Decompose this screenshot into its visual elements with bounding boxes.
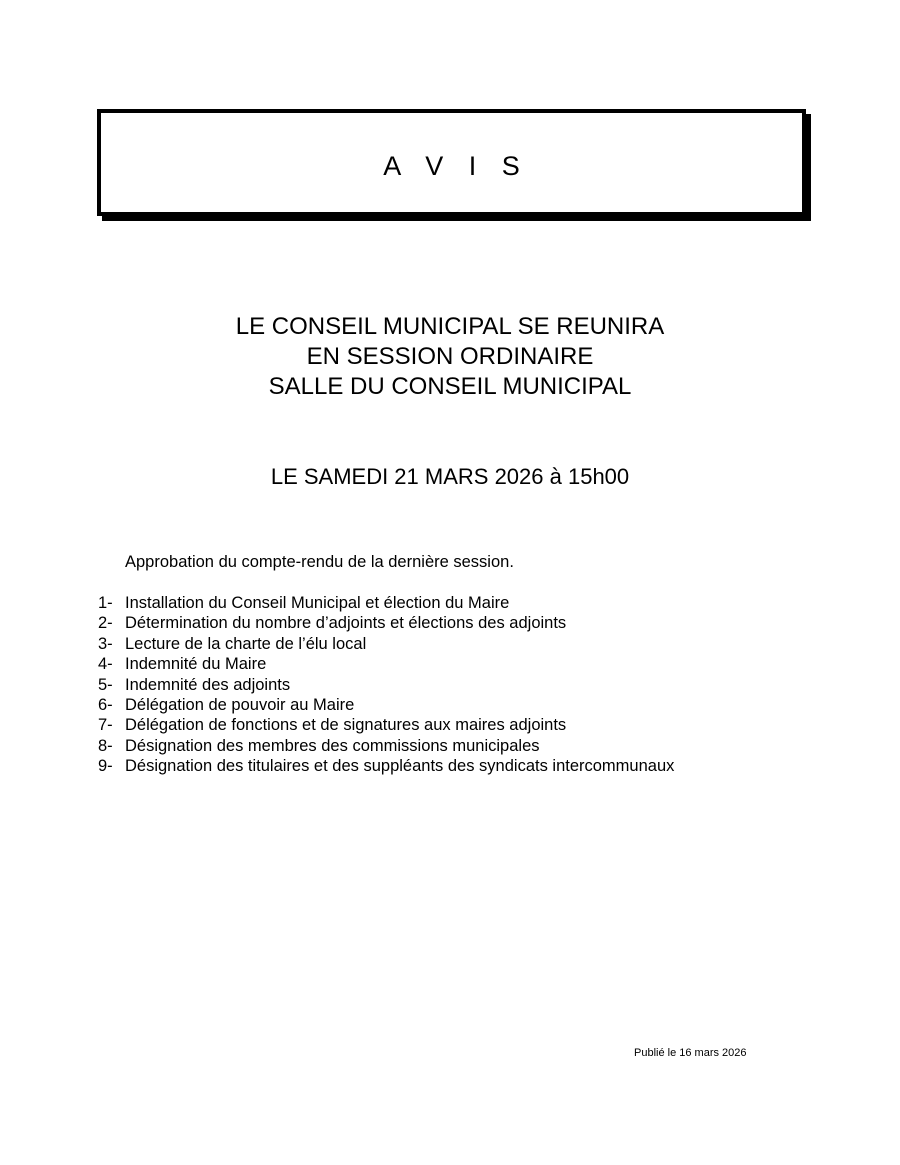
publication-date: Publié le 16 mars 2026 [634, 1047, 747, 1059]
agenda-item-number: 8- [98, 736, 113, 755]
agenda-item-text: Indemnité des adjoints [125, 675, 291, 694]
agenda-item-number: 5- [98, 675, 113, 694]
agenda-item [98, 613, 674, 633]
agenda-item-text: Délégation de pouvoir au Maire [125, 696, 355, 715]
agenda-item-text: Lecture de la charte de l’élu local [125, 634, 367, 653]
agenda-list [98, 593, 674, 777]
heading-line-1: LE CONSEIL MUNICIPAL SE REUNIRA [235, 313, 665, 340]
agenda-item-number: 2- [98, 614, 113, 633]
heading-line-3: SALLE DU CONSEIL MUNICIPAL [268, 373, 632, 400]
agenda-item [98, 654, 674, 674]
agenda-item-text: Désignation des membres des commissions municipales [125, 736, 540, 755]
agenda-item-number: 4- [98, 655, 113, 674]
approval-item: Approbation du compte-rendu de la dernière session. [125, 553, 514, 571]
agenda-item-text: Détermination du nombre d’adjoints et élections des adjoints [125, 614, 567, 633]
agenda-item-number: 3- [98, 634, 113, 653]
agenda-item [98, 736, 674, 756]
heading-line-2: EN SESSION ORDINAIRE [306, 343, 594, 370]
agenda-item-number: 7- [98, 716, 113, 735]
agenda-item-text: Désignation des titulaires et des suppléants des syndicats intercommunaux [125, 757, 675, 776]
agenda-item [98, 675, 674, 695]
agenda-item-text: Indemnité du Maire [125, 655, 267, 674]
agenda-item [98, 634, 674, 654]
agenda-item [98, 593, 674, 613]
meeting-date: LE SAMEDI 21 MARS 2026 à 15h00 [270, 464, 630, 489]
agenda-item-number: 6- [98, 696, 113, 715]
agenda-item-number: 1- [98, 594, 113, 612]
agenda-item [98, 695, 674, 715]
agenda-item-text: Délégation de fonctions et de signatures aux maires adjoints [125, 716, 567, 735]
agenda-item-number: 9- [98, 757, 113, 776]
notice-title: A V I S [383, 151, 529, 181]
agenda-item [98, 756, 674, 776]
agenda-item [98, 715, 674, 735]
title-box [97, 109, 806, 216]
agenda-item-text: Installation du Conseil Municipal et élection du Maire [125, 594, 510, 612]
